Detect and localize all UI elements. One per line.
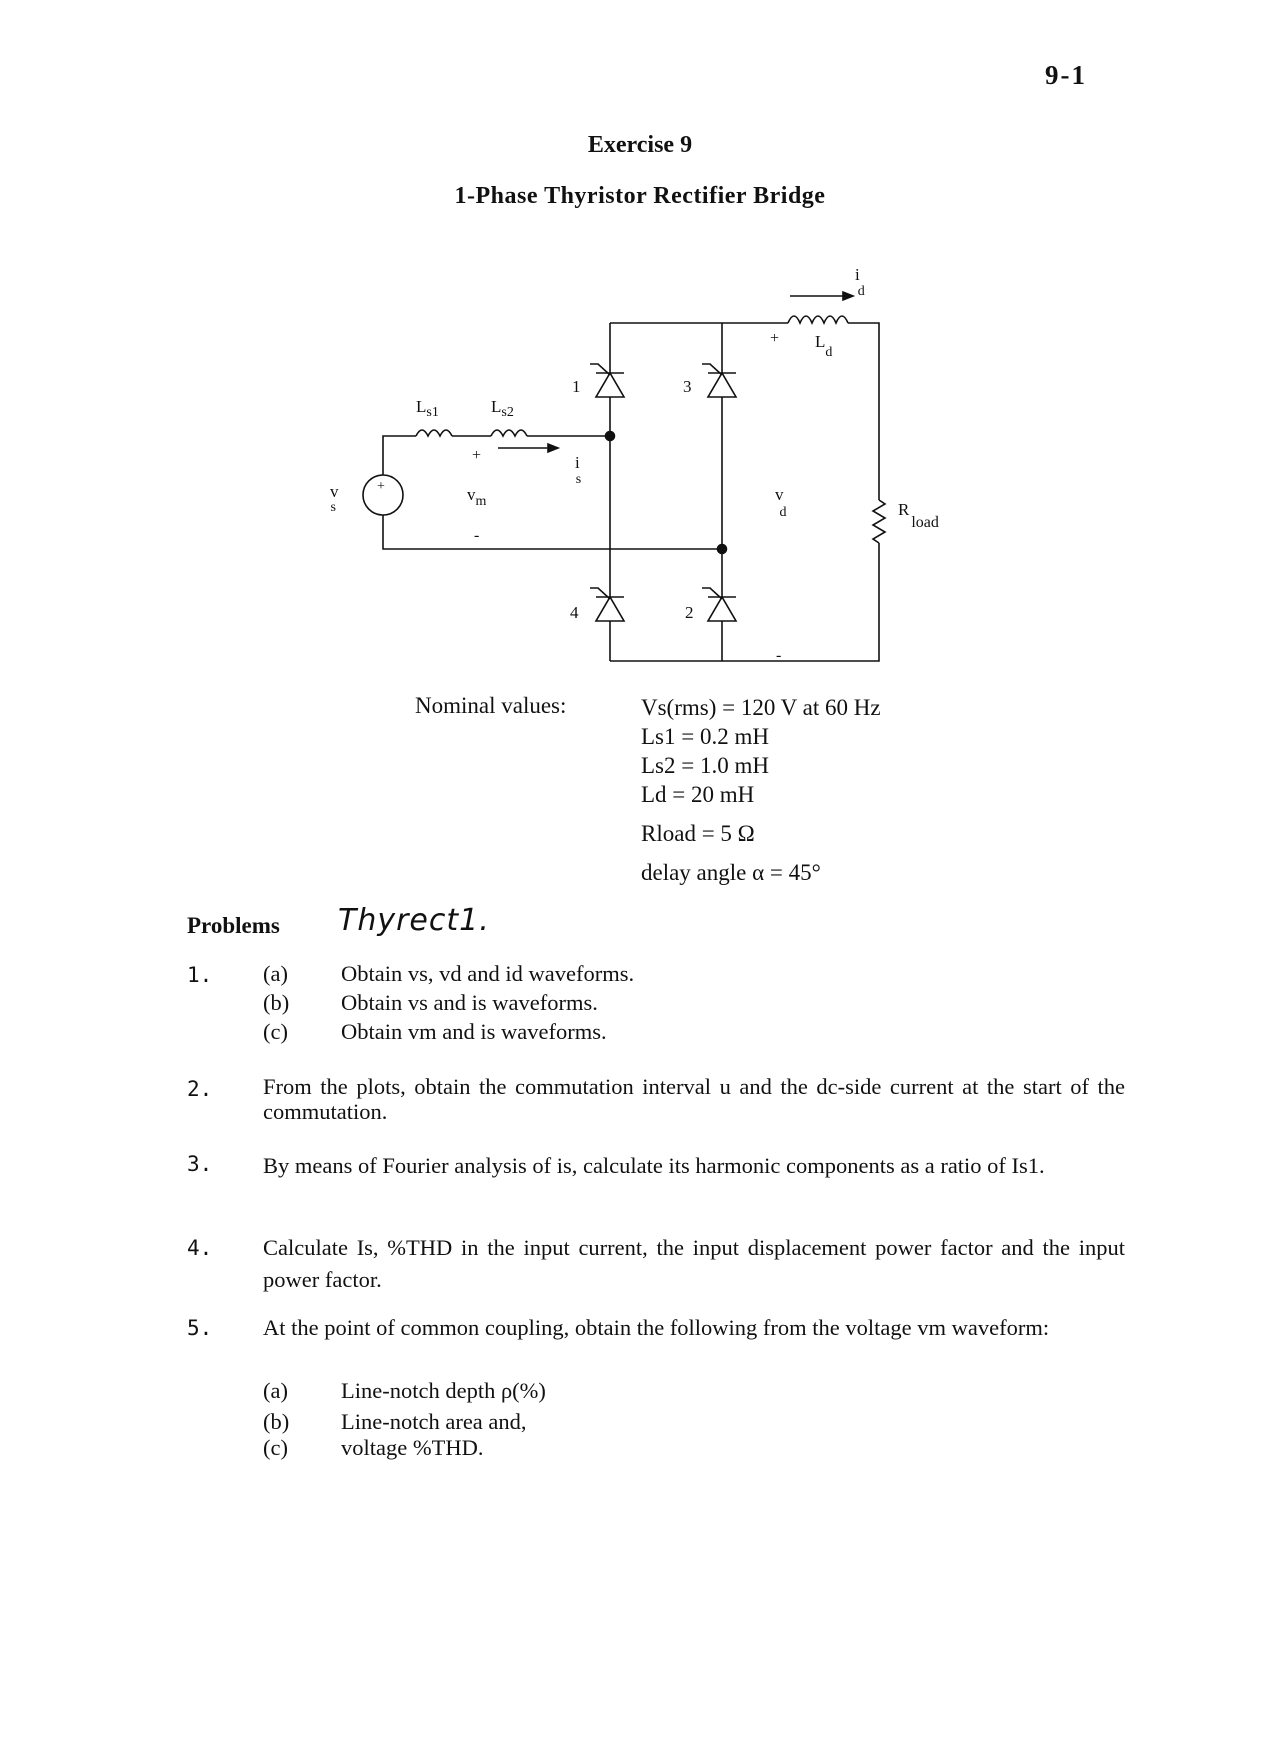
- problem-5b-label: (b): [263, 1409, 290, 1434]
- nominal-ld: Ld = 20 mH: [641, 782, 755, 807]
- wire-ld-right: [848, 323, 879, 500]
- wire-source-bottom: [383, 515, 722, 549]
- label-vd-minus: -: [776, 647, 782, 664]
- label-thyristor-2: 2: [685, 603, 694, 622]
- id-arrowhead: [843, 292, 853, 300]
- rectifier-circuit-diagram: [0, 0, 1280, 700]
- problem-1a-label: (a): [263, 961, 288, 986]
- problem-2-text: From the plots, obtain the commutation interval u and the dc-side current at the start of the commutation.: [263, 1074, 1125, 1124]
- label-ls2: $L_{s2}$: [491, 397, 514, 420]
- problem-1-number: 1.: [187, 963, 213, 987]
- thyristor-2-symbol: [708, 597, 736, 621]
- problem-3-text: By means of Fourier analysis of is, calculate its harmonic components as a ratio of Is1.: [263, 1153, 1045, 1178]
- is-arrowhead: [548, 444, 558, 452]
- problem-5-text: At the point of common coupling, obtain the following from the voltage vm waveform:: [263, 1315, 1050, 1340]
- page-number: 9-1: [1045, 60, 1087, 90]
- problem-5a-text: Line-notch depth ρ(%): [341, 1378, 546, 1403]
- nominal-ls2: Ls2 = 1.0 mH: [641, 753, 769, 778]
- problem-4-text: Calculate Is, %THD in the input current, the input displacement power factor and the input power factor.: [263, 1235, 1125, 1292]
- wire-rload-bottom: [610, 543, 879, 661]
- label-vd: v d: [775, 485, 787, 520]
- nominal-rload: Rload = 5 Ω: [641, 821, 755, 846]
- exercise-subtitle: 1-Phase Thyristor Rectifier Bridge: [454, 183, 826, 209]
- label-vm: $v_m$: [467, 485, 487, 509]
- nominal-values-list: [641, 693, 881, 887]
- problem-4-number: 4.: [187, 1236, 213, 1260]
- wire-source-top: [383, 436, 416, 476]
- problem-2-number: 2.: [187, 1077, 213, 1101]
- nominal-delay-angle: delay angle α = 45°: [641, 860, 821, 885]
- problem-5c-label: (c): [263, 1435, 288, 1460]
- problem-1b-text: Obtain vs and is waveforms.: [341, 990, 598, 1015]
- label-rload: Rload: [898, 500, 939, 531]
- label-is: i s: [575, 453, 582, 487]
- problem-1c-label: (c): [263, 1019, 288, 1044]
- problems-heading: Problems: [187, 913, 280, 938]
- handwritten-note: Thyrect1.: [338, 903, 490, 938]
- resistor-rload: [873, 500, 885, 543]
- label-thyristor-1: 1: [572, 377, 581, 396]
- thyristor-4-symbol: [596, 597, 624, 621]
- inductor-ld: [788, 316, 848, 323]
- problem-5a-label: (a): [263, 1378, 288, 1403]
- label-ls1: $L_{s1}$: [416, 397, 439, 420]
- label-ld: $L_d$: [815, 332, 833, 360]
- problem-3-number: 3.: [187, 1152, 213, 1176]
- label-ld-plus: +: [770, 330, 780, 347]
- thyristor-1-symbol: [596, 373, 624, 397]
- problem-1a-text: Obtain vs, vd and id waveforms.: [341, 961, 635, 986]
- inductor-ls1: [416, 430, 452, 436]
- nominal-vs: Vs(rms) = 120 V at 60 Hz: [641, 695, 881, 720]
- problem-5c-text: voltage %THD.: [341, 1435, 484, 1460]
- nominal-values-label: Nominal values:: [415, 693, 567, 718]
- exercise-title: Exercise 9: [587, 132, 693, 158]
- problem-1c-text: Obtain vm and is waveforms.: [341, 1019, 607, 1044]
- label-id: i d: [855, 265, 865, 299]
- label-vm-plus: +: [472, 447, 482, 464]
- problem-5-number: 5.: [187, 1316, 213, 1340]
- label-src-plus: +: [377, 479, 385, 494]
- label-thyristor-3: 3: [683, 377, 692, 396]
- label-thyristor-4: 4: [570, 603, 579, 622]
- label-vs: v s: [330, 482, 339, 515]
- problem-5b-text: Line-notch area and,: [341, 1409, 527, 1434]
- nominal-ls1: Ls1 = 0.2 mH: [641, 724, 769, 749]
- inductor-ls2: [491, 430, 527, 436]
- label-vm-minus: -: [474, 527, 480, 544]
- thyristor-3-symbol: [708, 373, 736, 397]
- problem-1b-label: (b): [263, 990, 290, 1015]
